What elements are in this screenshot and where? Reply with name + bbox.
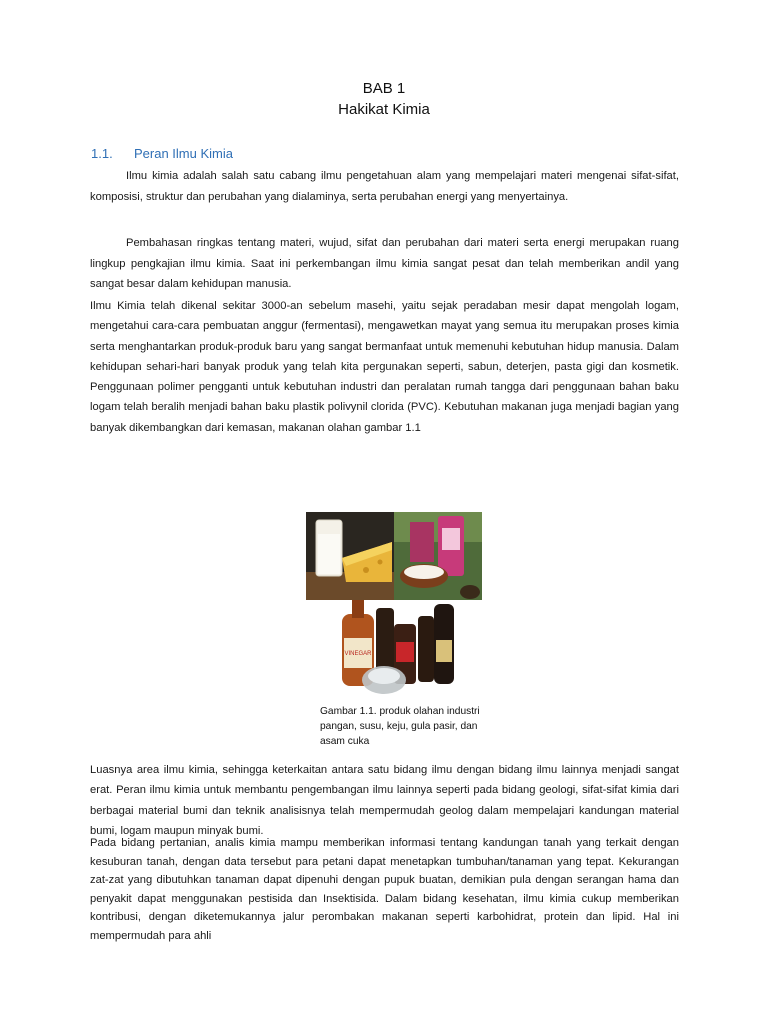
food-products-image [306, 512, 482, 700]
food-products-figure [306, 512, 482, 700]
figure-caption: Gambar 1.1. produk olahan industri pangan, susu, keju, gula pasir, dan asam cuka [320, 706, 480, 748]
chapter-number: BAB 1 [362, 80, 406, 97]
paragraph-1: Ilmu kimia adalah salah satu cabang ilmu pengetahuan alam yang mempelajari materi mengenai sifat-sifat, komposisi, struktur dan perubahan yang dialaminya, serta perubahan energi yang menyertainya. [90, 170, 679, 203]
section-title: Peran Ilmu Kimia [134, 146, 233, 161]
paragraph-4: Luasnya area ilmu kimia, sehingga keterkaitan antara satu bidang ilmu dengan bidang ilmu lainnya menjadi sangat erat. Peran ilmu kimia untuk membantu pengembangan ilmu lainnya seperti pada bidang geologi, sifat-sifat kimia dari berbagai material bumi dan teknik analisisnya telah mempermudah geolog dalam mempelajari kandungan material bumi, logam maupun minyak bumi. [90, 764, 679, 837]
vinegar-label: VINEGAR [344, 651, 372, 657]
chapter-title: Hakikat Kimia [338, 101, 430, 118]
paragraph-2: Pembahasan ringkas tentang materi, wujud, sifat dan perubahan dari materi serta energi merupakan ruang lingkup pengkajian ilmu kimia. Saat ini perkembangan ilmu kimia sangat pesat dan telah memberikan andil yang sangat besar dalam kehidupan manusia. [90, 237, 679, 290]
paragraph-5: Pada bidang pertanian, analis kimia mampu memberikan informasi tentang kandungan tanah yang terkait dengan kesuburan tanah, dengan data tersebut para petani dapat menetapkan tumbuhan/tanaman yang tepat. Kekurangan zat-zat yang dibutuhkan tanaman dapat dipenuhi dengan pupuk buatan, demikian pula dengan serangan hama dan penyakit dapat menggunakan pestisida dan Insektisida. Dalam bidang kesehatan, ilmu kimia cukup memberikan kontribusi, dengan diketemukannya jalur perombakan makanan seperti karbohidrat, protein dan lipid. Hal ini mempermudah para ahli [90, 837, 679, 942]
section-heading [91, 146, 233, 161]
paragraph-3: Ilmu Kimia telah dikenal sekitar 3000-an sebelum masehi, yaitu sejak peradaban mesir dapat mengolah logam, mengetahui cara-cara pembuatan anggur (fermentasi), mengawetkan mayat yang semua itu merupakan proses kimia serta menghantarkan produk-produk baru yang sangat bermanfaat untuk memenuhi kebutuhan hidup manusia. Dalam kehidupan sehari-hari banyak produk yang telah kita pergunakan seperti, sabun, deterjen, pasta gigi dan kosmetik. Penggunaan polimer pengganti untuk kebutuhan industri dan peralatan rumah tangga dari penggunaan bahan baku logam telah beralih menjadi bahan baku plastik polivynil clorida (PVC). Kebutuhan makanan juga menjadi bagian yang banyak dikembangkan dari kemasan, makanan olahan gambar 1.1 [90, 300, 679, 434]
section-number: 1.1. [91, 146, 113, 161]
